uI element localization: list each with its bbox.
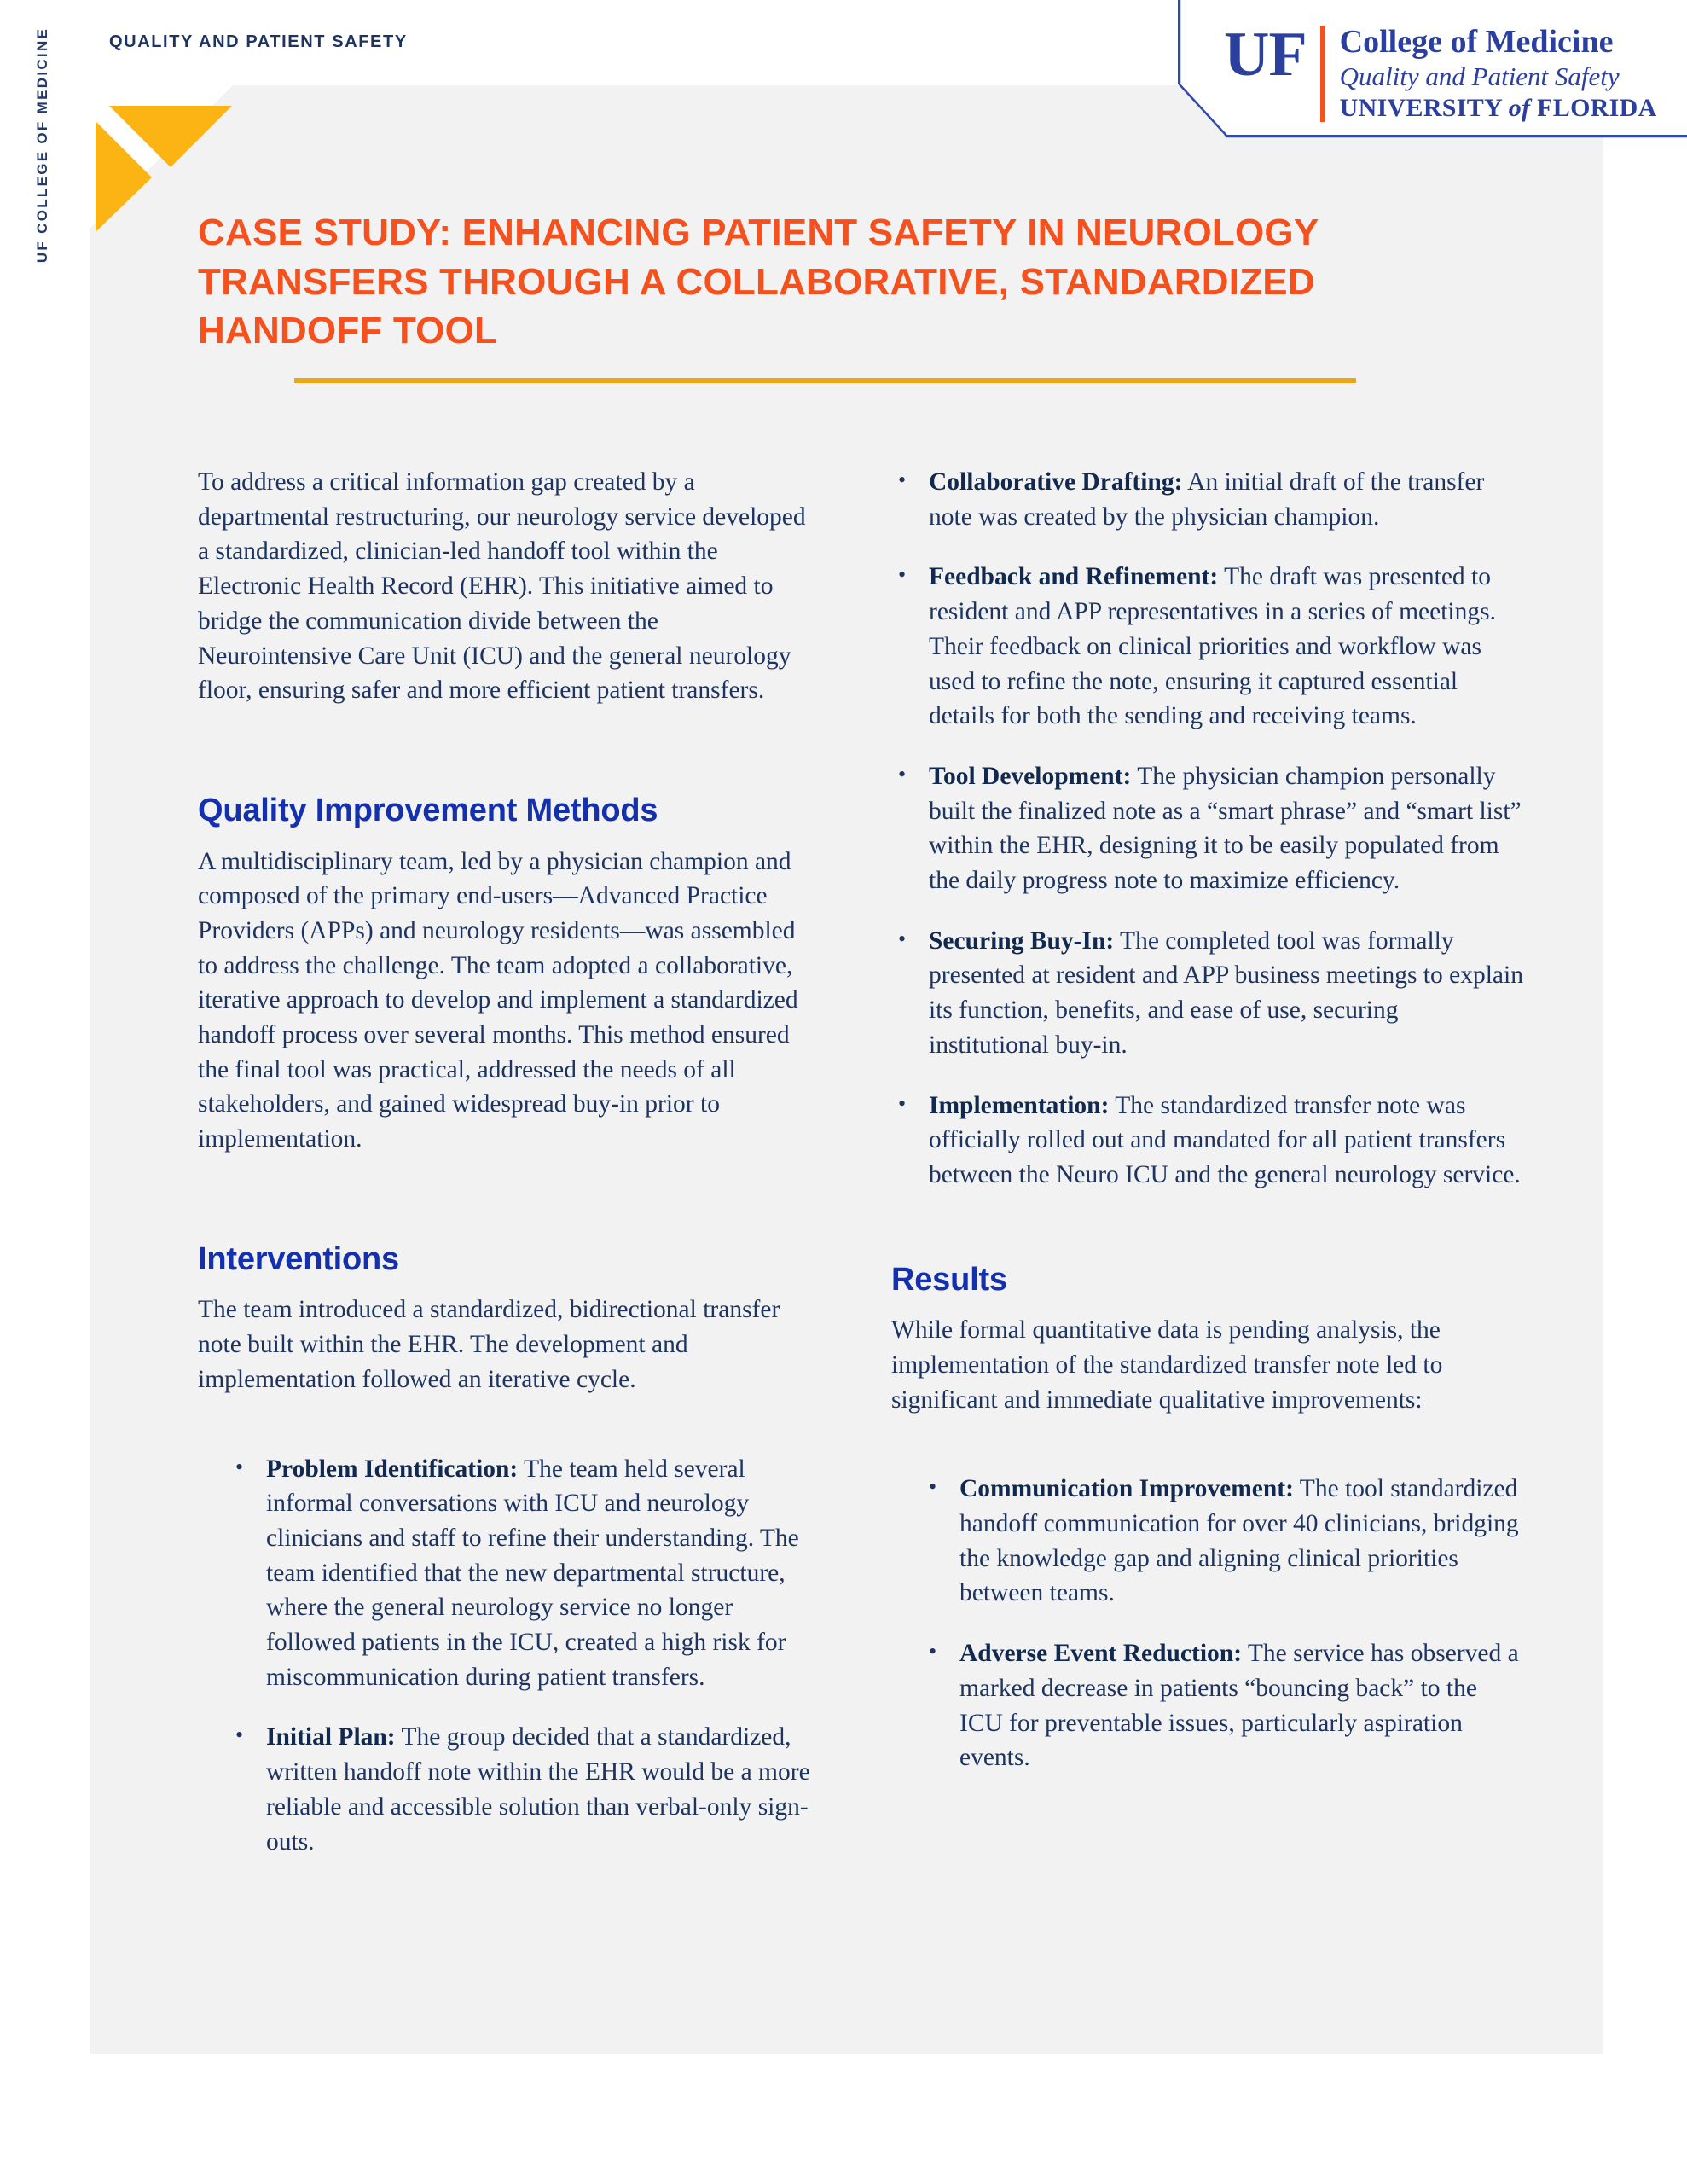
list-item (229, 1720, 814, 1859)
list-item (891, 465, 1524, 534)
section-heading-results: Results (891, 1261, 1007, 1298)
bullet-text: The completed tool was formally presented at resident and APP business meetings to explain its function, benefits, and ease of use, securing institutional buy-in. (929, 926, 1523, 1059)
bullet-label: Securing Buy-In: (929, 926, 1115, 955)
uf-monogram: UF (1224, 20, 1307, 90)
page-kicker: QUALITY AND PATIENT SAFETY (109, 32, 408, 51)
interventions-paragraph: The team introduced a standardized, bidirectional transfer note built within the EHR. The development and implementation followed an iterative cycle. (198, 1296, 780, 1393)
left-column (198, 465, 814, 1859)
interventions-bullet-list-right (891, 465, 1524, 1193)
bullet-label: Feedback and Refinement: (929, 563, 1219, 591)
uf-florida-word: FLORIDA (1537, 93, 1657, 122)
uf-logo-text (1340, 24, 1657, 124)
uf-logo-lockup (1224, 20, 1657, 124)
uf-logo-divider (1320, 26, 1325, 122)
intro-paragraph: To address a critical information gap created by a departmental restructuring, our neurology service developed a standardized, clinician-led handoff tool within the Electronic Health Record (EHR). This initiative aimed to bridge the communication divide between the Neurointensive Care Unit (ICU) and the general neurology floor, ensuring safer and more efficient patient transfers. (198, 468, 806, 705)
bullet-text: An initial draft of the transfer note was created by the physician champion. (929, 468, 1485, 531)
results-paragraph: While formal quantitative data is pending analysis, the implementation of the standardized transfer note led to significant and immediate qualitative improvements: (891, 1316, 1443, 1414)
section-heading-interventions: Interventions (198, 1240, 399, 1277)
bullet-label: Communication Improvement: (959, 1475, 1294, 1503)
bullet-label: Initial Plan: (266, 1723, 396, 1751)
list-item (891, 1089, 1524, 1193)
bullet-text: The tool standardized handoff communication for over 40 clinicians, bridging the knowledge gap and aligning clinical priorities between teams. (959, 1475, 1519, 1607)
bullet-label: Collaborative Drafting: (929, 468, 1183, 496)
bullet-text: The physician champion personally built the finalized note as a “smart phrase” and “smart list” within the EHR, designing it to be easily populated from the daily progress note to maximize efficiency. (929, 762, 1522, 895)
interventions-bullet-list-left (229, 1452, 814, 1860)
spacer (198, 1423, 814, 1452)
list-item (891, 924, 1524, 1063)
spacer (198, 734, 814, 763)
bullet-text: The team held several informal conversations with ICU and neurology clinicians and staff to refine their understanding. The team identified that the new departmental structure, where the general neurology service no longer followed patients in the ICU, created a high risk for miscommunication during patient transfers. (266, 1455, 799, 1691)
bullet-text: The draft was presented to resident and APP representatives in a series of meetings. Their feedback on clinical priorities and workflow was used to refine the note, ensuring it captured essential details for both the sending and receiving teams. (929, 563, 1496, 730)
vertical-side-label (24, 26, 61, 478)
section-heading-methods: Quality Improvement Methods (198, 792, 658, 828)
bullet-text: The group decided that a standardized, written handoff note within the EHR would be a more reliable and accessible solution than verbal-only sign-outs. (266, 1723, 810, 1856)
list-item (229, 1452, 814, 1695)
list-item (922, 1636, 1524, 1775)
title-divider-rule (294, 378, 1356, 383)
uf-unit-line: Quality and Patient Safety (1339, 61, 1620, 91)
spacer (891, 1443, 1524, 1472)
bullet-label: Tool Development: (929, 762, 1132, 790)
uf-university-line (1340, 93, 1657, 124)
page-title: CASE STUDY: ENHANCING PATIENT SAFETY IN NEUROLOGY TRANSFERS THROUGH A COLLABORATIVE, STANDARDIZED HANDOFF TOOL (198, 212, 1319, 351)
bullet-label: Adverse Event Reduction: (959, 1640, 1243, 1668)
uf-of-word: of (1508, 93, 1531, 122)
bullet-label: Problem Identification: (266, 1455, 519, 1483)
bullet-text: The standardized transfer note was officially rolled out and mandated for all patient transfers between the Neuro ICU and the general neurology service. (929, 1091, 1521, 1188)
bullet-text: The service has observed a marked decrease in patients “bouncing back” to the ICU for preventable issues, particularly aspiration events. (959, 1640, 1519, 1772)
right-column (891, 465, 1524, 1775)
list-item (922, 1472, 1524, 1611)
results-bullet-list (922, 1472, 1524, 1775)
uf-university-word: UNIVERSITY (1339, 93, 1502, 122)
bullet-label: Implementation: (929, 1091, 1110, 1119)
list-item (891, 560, 1524, 734)
uf-college-line: College of Medicine (1339, 24, 1614, 60)
vertical-side-label-text: UF COLLEGE OF MEDICINE (34, 26, 51, 264)
methods-paragraph: A multidisciplinary team, led by a physician champion and composed of the primary end-users—Advanced Practice Providers (APPs) and neurology residents—was assembled to address the challenge. The team adopted a collaborative, iterative approach to develop and implement a standardized handoff process over several months. This method ensured the final tool was practical, addressed the needs of all stakeholders, and gained widespread buy-in prior to implementation. (198, 847, 798, 1153)
spacer (891, 1193, 1524, 1232)
list-item (891, 759, 1524, 898)
spacer (198, 1182, 814, 1211)
